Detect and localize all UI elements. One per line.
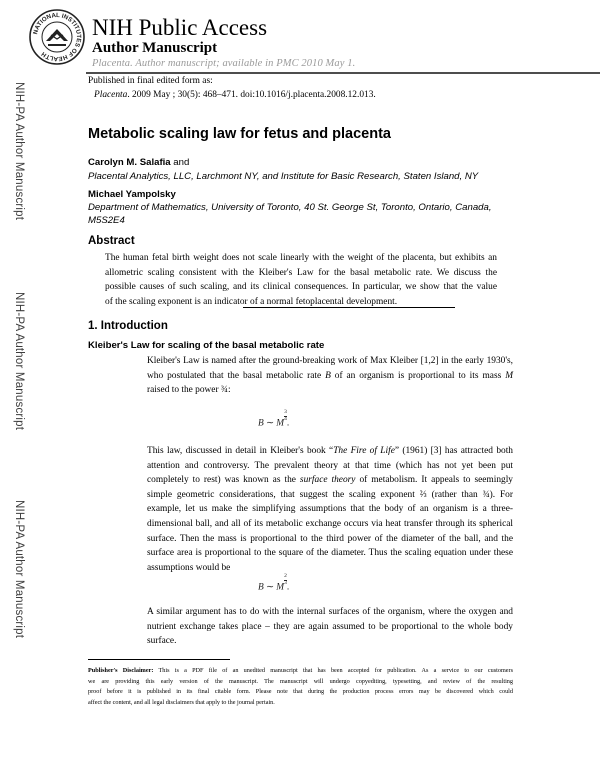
abstract-divider [243,307,455,308]
author-1-and: and [170,157,190,168]
logo-ring-text: NATIONAL INSTITUTES OF HEALTH [32,11,83,63]
author-2-affiliation-line-2: M5S2E4 [88,215,125,226]
abstract-line: possible causes of such scaling, and its clinical consequences. In particular, we show that the value [105,282,497,293]
text-run: of metabolism. It appeals to seemingly [355,475,513,486]
eq1-exp-denominator: 4 [284,415,287,422]
text-run: completely to rest) was known as the [147,475,300,486]
eq2-relation: ∼ [266,582,274,593]
paragraph-line [147,444,513,459]
paragraph-line: attention and controversy. The prevalent theory at that time (which has not yet been put [147,460,513,471]
paragraph-line: dimensional ball, and all of its metabolic exchange occurs via heat transfer through its spherical [147,518,513,529]
eq2-end: . [286,582,290,593]
paragraph-line: raised to the power ¾: [147,385,231,396]
paragraph-line: surface. [147,636,177,647]
paragraph-line [147,369,513,384]
citation-journal: Placenta [94,90,128,100]
abstract-line: of the scaling exponent is an indicator of a normal fetoplacental development. [105,296,398,307]
symbol-b: B [325,370,331,381]
intro-paragraph-1 [147,354,513,398]
paragraph-line [147,473,513,488]
paragraph-line: simple geometric considerations, that suggest the scaling exponent ⅔ (rather than ¾). For [147,489,513,500]
intro-subheading: Kleiber's Law for scaling of the basal metabolic rate [88,340,325,351]
availability-note: Placenta. Author manuscript; available in PMC 2010 May 1. [92,58,356,69]
paragraph-line: Kleiber's Law is named after the ground-breaking work of Max Kleiber [1,2] in the early 1930's, [147,356,513,366]
disclaimer-line: we are providing this early version of the manuscript. The manuscript will undergo copyediting, typesetting, and review of the resulting [88,677,513,685]
abstract-body [105,251,497,309]
equation-1 [258,410,289,429]
svg-text:NATIONAL INSTITUTES OF HEALTH [32,12,82,62]
header-subtitle: Author Manuscript [92,40,218,56]
eq1-exp-numerator: 3 [284,409,287,415]
eq2-lhs: B [258,582,264,593]
text-run: who postulated that the basal metabolic rate [147,370,326,381]
nih-seal-icon [28,8,86,66]
abstract-heading: Abstract [88,235,135,247]
disclaimer-line: proof before it is published in its final citable form. Please note that during the production process errors may be discovered which could [88,688,513,696]
sidebar-label-top: NIH-PA Author Manuscript [13,82,25,221]
eq1-end: . [286,418,290,429]
disclaimer-line [88,666,513,677]
header-title: NIH Public Access [92,15,268,40]
author-2-name: Michael Yampolsky [88,189,176,200]
author-1 [88,157,189,168]
text-run: of an organism is proportional to its mass [330,370,506,381]
citation [94,90,376,100]
author-1-name: Carolyn M. Salafia [88,157,171,168]
footer-divider [88,659,230,660]
header-rule [86,72,600,74]
text-run: ” (1961) [3] has attracted both [394,446,513,456]
author-2-affiliation-line-1: Department of Mathematics, University of Toronto, 40 St. George St, Toronto, Ontario, Canada, [88,202,492,213]
symbol-m: M [505,370,513,381]
intro-paragraph-3 [147,605,513,649]
sidebar-label-bottom: NIH-PA Author Manuscript [13,500,25,639]
intro-paragraph-2 [147,444,513,575]
eq2-exp-denominator: 3 [284,579,287,586]
book-title: The Fire of Life [333,446,395,456]
text-run: This is a PDF file of an unedited manuscript that has been accepted for publication. As a service to our customers [153,667,513,674]
disclaimer-label: Publisher's Disclaimer: [88,667,154,674]
published-label: Published in final edited form as: [88,76,213,86]
sidebar-label-middle: NIH-PA Author Manuscript [13,292,25,431]
paragraph-line: example, let us make the simplifying assumptions that the body of an organism is a three- [147,504,513,515]
paragraph-line: nutrient exchange takes place – they are again assumed to be proportional to the whole body [147,621,513,632]
nih-logo [28,8,86,66]
eq1-lhs: B [258,418,264,429]
citation-details: . 2009 May ; 30(5): 468–471. doi:10.1016/j.placenta.2008.12.013. [127,90,376,100]
equation-2 [258,574,289,593]
eq1-base: M [276,418,285,429]
text-run: This law, discussed in detail in Kleiber's book “ [147,446,334,456]
abstract-line: The human fetal birth weight does not scale linearly with the weight of the placenta, but exhibits an [105,253,497,263]
paragraph-line: surface area is proportional to the square of the diameter. Thus the scaling equation under these [147,548,513,559]
eq1-relation: ∼ [266,418,274,429]
publisher-disclaimer [88,666,513,708]
paragraph-line: A similar argument has to do with the internal surfaces of the organism, where the oxygen and [147,607,513,617]
surface-theory-term: surface theory [299,475,356,486]
author-1-affiliation: Placental Analytics, LLC, Larchmont NY, and Institute for Basic Research, Staten Island, NY [88,171,479,182]
paragraph-line: surface. Then the mass is proportional to the third power of the diameter of the ball, and the [147,533,513,544]
abstract-line: allometric scaling consistent with the Kleiber's Law for the basal metabolic rate. We discuss the [105,267,497,278]
disclaimer-line: affect the content, and all legal disclaimers that apply to the journal pertain. [88,698,275,706]
intro-heading: 1. Introduction [88,320,168,332]
eq2-base: M [276,582,285,593]
paragraph-line: assumptions would be [147,562,231,573]
article-title: Metabolic scaling law for fetus and placenta [88,126,391,142]
eq2-exp-numerator: 2 [284,573,287,579]
